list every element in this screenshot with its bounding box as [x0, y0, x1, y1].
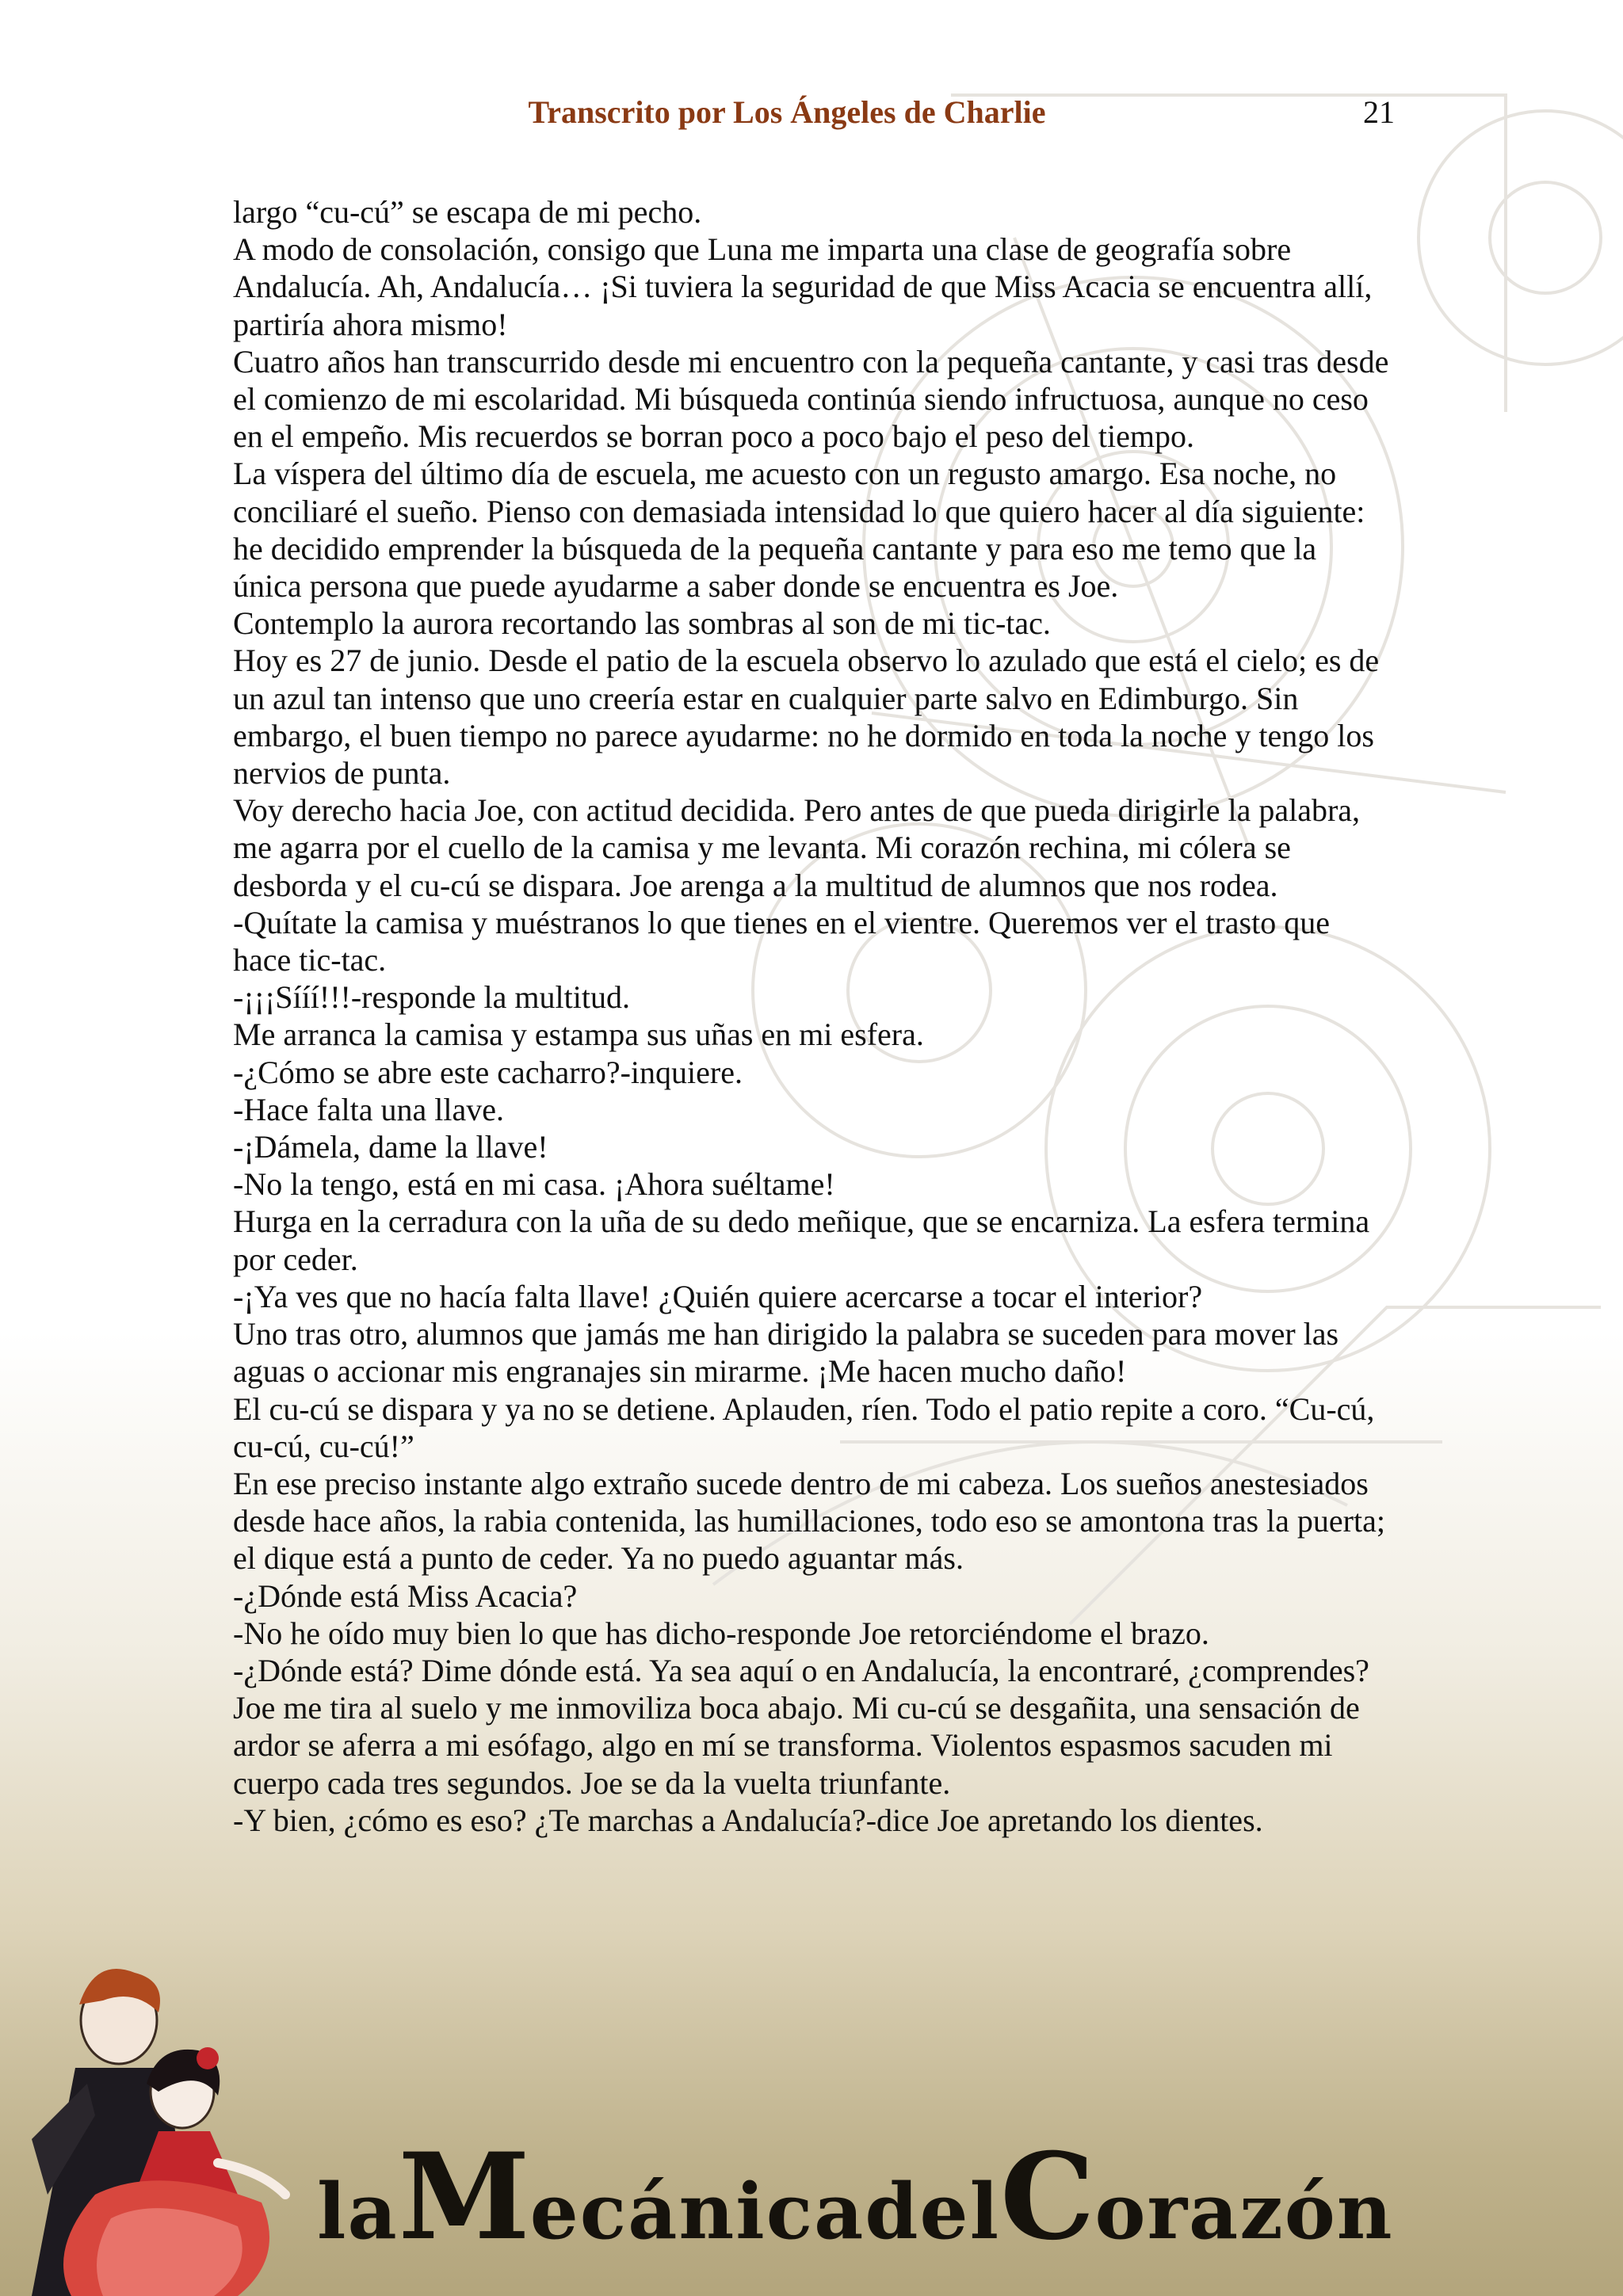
paragraph: En ese preciso instante algo extraño sucede dentro de mi cabeza. Los sueños anestesiados desde hace años, la rabia contenida, las humillaciones, todo eso se amontona tras la puerta; el dique está a punto de ceder. Ya no puedo aguantar más.: [233, 1465, 1385, 1577]
paragraph: El cu-cú se dispara y ya no se detiene. Aplauden, ríen. Todo el patio repite a coro. “Cu-cú, cu-cú, cu-cú!”: [233, 1390, 1375, 1464]
brand-word-mecanica: ecánica: [529, 2167, 865, 2256]
paragraph: La víspera del último día de escuela, me acuesto con un regusto amargo. Esa noche, no conciliaré el sueño. Pienso con demasiada intensidad lo que quiero hacer al día siguiente: he decidido emprender la búsqueda de la pequeña cantante y para eso me temo que la única persona que puede ayudarme a saber donde se encuentra es Joe.: [233, 456, 1365, 605]
brand-word-del: del: [865, 2167, 1001, 2256]
paragraph: Me arranca la camisa y estampa sus uñas en mi esfera.: [233, 1016, 924, 1053]
paragraph: Contemplo la aurora recortando las sombras al son de mi tic-tac.: [233, 605, 1051, 642]
paragraph: -No la tengo, está en mi casa. ¡Ahora suéltame!: [233, 1166, 835, 1203]
paragraph: Uno tras otro, alumnos que jamás me han dirigido la palabra se suceden para mover las aguas o accionar mis engranajes sin mirarme. ¡Me hacen mucho daño!: [233, 1316, 1339, 1390]
paragraph: -¿Cómo se abre este cacharro?-inquiere.: [233, 1054, 743, 1090]
paragraph: -¿Dónde está? Dime dónde está. Ya sea aquí o en Andalucía, la encontraré, ¿comprendes?: [233, 1652, 1369, 1688]
brand-word-corazon: orazón: [1094, 2167, 1394, 2256]
paragraph: Joe me tira al suelo y me inmoviliza boca abajo. Mi cu-cú se desgañita, una sensación de ardor se aferra a mi esófago, algo en mí se transforma. Violentos espasmos sacuden mi cuerpo cada tres segundos. Joe se da la vuelta triunfante.: [233, 1690, 1360, 1801]
paragraph: -¡Ya ves que no hacía falta llave! ¿Quién quiere acercarse a tocar el interior?: [233, 1278, 1203, 1314]
paragraph: Hoy es 27 de junio. Desde el patio de la escuela observo lo azulado que está el cielo; es de un azul tan intenso que uno creería estar en cualquier parte salvo en Edimburgo. Sin embargo, el buen tiempo no parece ayudarme: no he dormido en toda la noche y tengo los nervios de punta.: [233, 643, 1380, 791]
paragraph: Voy derecho hacia Joe, con actitud decidida. Pero antes de que pueda dirigirle la palabra, me agarra por el cuello de la camisa y me levanta. Mi corazón rechina, mi cólera se desborda y el cu-cú se dispara. Joe arenga a la multitud de alumnos que nos rodea.: [233, 792, 1361, 903]
paragraph: -Hace falta una llave.: [233, 1091, 505, 1127]
page-number: 21: [1363, 94, 1395, 130]
paragraph: -Y bien, ¿cómo es eso? ¿Te marchas a Andalucía?-dice Joe apretando los dientes.: [233, 1802, 1263, 1838]
paragraph: -¡Dámela, dame la llave!: [233, 1129, 548, 1165]
paragraph: A modo de consolación, consigo que Luna me imparta una clase de geografía sobre Andalucía. Ah, Andalucía… ¡Si tuviera la seguridad de que Miss Acacia se encuentra allí, partiría ahora mismo!: [233, 231, 1373, 342]
paragraph: -¿Dónde está Miss Acacia?: [233, 1577, 578, 1614]
paragraph: -Quítate la camisa y muéstranos lo que tienes en el vientre. Queremos ver el trasto que hace tic-tac.: [233, 904, 1330, 978]
paragraph: Cuatro años han transcurrido desde mi encuentro con la pequeña cantante, y casi tras desde el comienzo de mi escolaridad. Mi búsqueda continúa siendo infructuosa, aunque no ceso en el empeño. Mis recuerdos se borran poco a poco bajo el peso del tiempo.: [233, 343, 1389, 455]
dancing-couple-illustration: [0, 1957, 301, 2296]
brand-word-la: la: [317, 2167, 399, 2256]
paragraph: -No he oído muy bien lo que has dicho-responde Joe retorciéndome el brazo.: [233, 1615, 1209, 1651]
transcriber-title: Transcrito por Los Ángeles de Charlie: [528, 94, 1046, 130]
paragraph: -¡¡¡Sííí!!!-responde la multitud.: [233, 979, 630, 1016]
book-title-logo: [317, 2127, 1394, 2267]
paragraph: largo “cu-cú” se escapa de mi pecho.: [233, 194, 702, 230]
paragraph: Hurga en la cerradura con la uña de su dedo meñique, que se encarniza. La esfera termina por ceder.: [233, 1203, 1370, 1277]
brand-initial-c: C: [1000, 2127, 1095, 2267]
brand-initial-m: M: [398, 2127, 530, 2267]
chapter-text: [233, 193, 1390, 1839]
